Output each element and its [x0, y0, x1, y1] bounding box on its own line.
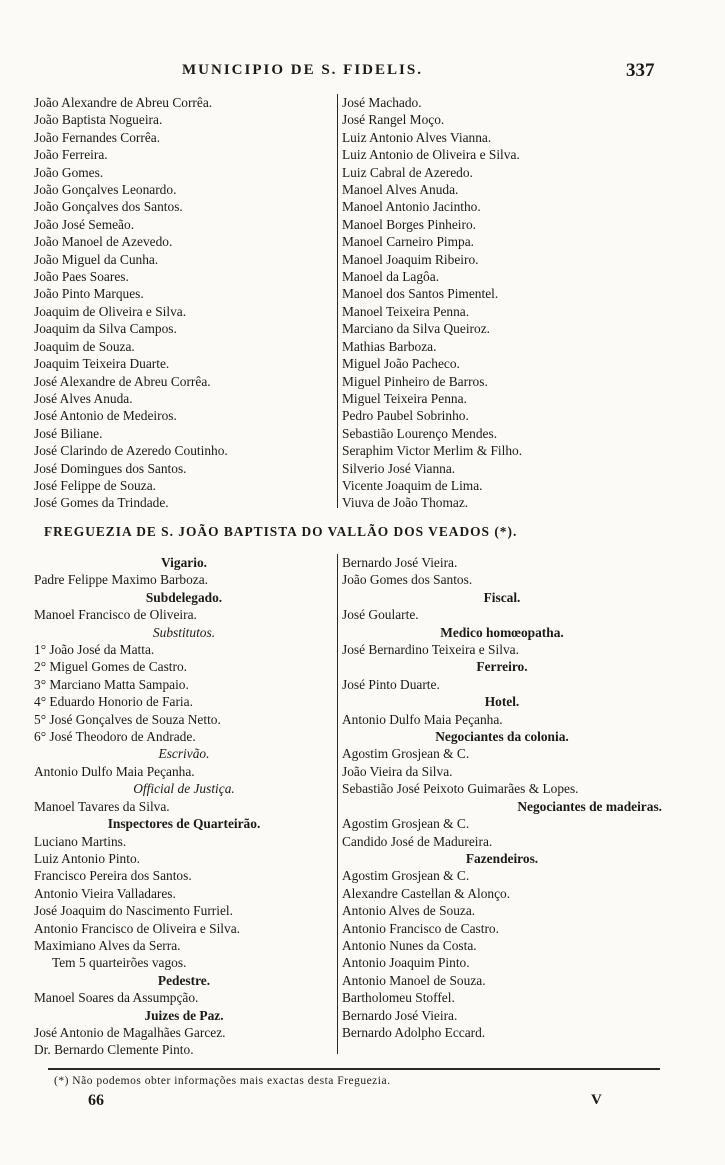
- list-item: Agostim Grosjean & C.: [342, 816, 470, 832]
- list-item: Marciano da Silva Queiroz.: [342, 321, 490, 337]
- section-heading: Pedestre.: [157, 972, 211, 988]
- list-item: Miguel João Pacheco.: [342, 356, 460, 372]
- list-item: João Manoel de Azevedo.: [34, 234, 173, 250]
- footnote: (*) Não podemos obter informações mais exactas desta Freguezia.: [54, 1075, 391, 1087]
- list-item: José Alves Anuda.: [34, 390, 133, 406]
- list-item: Candido José de Madureira.: [342, 833, 493, 849]
- list-item: Mathias Barboza.: [342, 338, 437, 354]
- list-item: Luiz Antonio Alves Vianna.: [342, 129, 492, 145]
- list-item: José Pinto Duarte.: [342, 676, 440, 692]
- list-item: 3° Marciano Matta Sampaio.: [34, 676, 189, 692]
- list-item: Sebastião Lourenço Mendes.: [342, 425, 498, 441]
- list-item: Antonio Nunes da Costa.: [342, 937, 477, 953]
- list-item: 6° José Theodoro de Andrade.: [34, 729, 196, 745]
- list-item: Maximiano Alves da Serra.: [34, 937, 181, 953]
- list-item: José Goularte.: [342, 607, 419, 623]
- list-item: Bernardo José Vieira.: [342, 1007, 458, 1023]
- list-item: João Gonçalves dos Santos.: [34, 199, 183, 215]
- list-item: João Gomes.: [34, 164, 104, 180]
- list-item: Padre Felippe Maximo Barboza.: [34, 572, 209, 588]
- list-item: Silverio José Vianna.: [342, 460, 456, 476]
- list-item: João Gonçalves Leonardo.: [34, 182, 177, 198]
- list-item: Luiz Antonio Pinto.: [34, 850, 141, 866]
- column-divider: [337, 554, 338, 1054]
- list-item: Antonio Francisco de Castro.: [342, 920, 499, 936]
- list-item: Agostim Grosjean & C.: [342, 746, 470, 762]
- list-item: Bernardo Adolpho Eccard.: [342, 1024, 486, 1040]
- list-item: José Biliane.: [34, 425, 103, 441]
- list-item: João Ferreira.: [34, 147, 108, 163]
- list-item: Sebastião José Peixoto Guimarães & Lopes.: [342, 781, 579, 797]
- list-item: Pedro Paubel Sobrinho.: [342, 408, 469, 424]
- list-item: José Machado.: [342, 95, 422, 110]
- list-item: Manoel Teixeira Penna.: [342, 303, 470, 319]
- list-item: Viuva de João Thomaz.: [342, 495, 469, 511]
- list-item: Francisco Pereira dos Santos.: [34, 868, 192, 884]
- list-item: Bartholomeu Stoffel.: [342, 990, 455, 1006]
- section-heading: Hotel.: [484, 694, 520, 710]
- list-item: José Joaquim do Nascimento Furriel.: [34, 903, 233, 919]
- bottom-right-column: [342, 554, 662, 1041]
- list-item: Miguel Teixeira Penna.: [342, 390, 467, 406]
- list-item: Seraphim Victor Merlim & Filho.: [342, 443, 523, 459]
- list-item: Manoel Borges Pinheiro.: [342, 216, 477, 232]
- top-right-column: [342, 94, 662, 512]
- section-heading: Inspectores de Quarteirão.: [107, 816, 261, 832]
- list-item: Antonio Dulfo Maia Peçanha.: [342, 711, 503, 727]
- list-item: Joaquim de Oliveira e Silva.: [34, 303, 187, 319]
- list-item: Antonio Vieira Valladares.: [34, 885, 176, 901]
- list-item: João Alexandre de Abreu Corrêa.: [34, 95, 213, 110]
- column-divider: [337, 94, 338, 508]
- section-heading: Ferreiro.: [476, 659, 528, 675]
- list-item: Agostim Grosjean & C.: [342, 868, 470, 884]
- section-heading: Medico homœopatha.: [440, 624, 564, 640]
- list-item: João Baptista Nogueira.: [34, 112, 163, 128]
- list-item: Antonio Manoel de Souza.: [342, 972, 486, 988]
- bottom-left-column: [34, 554, 334, 1059]
- list-item: José Gomes da Trindade.: [34, 495, 169, 511]
- top-left-column: [34, 94, 334, 512]
- list-item: Vicente Joaquim de Lima.: [342, 477, 483, 493]
- list-item: João Gomes dos Santos.: [342, 572, 473, 588]
- list-item: 1° João José da Matta.: [34, 642, 155, 658]
- section-title: FREGUEZIA DE S. JOÃO BAPTISTA DO VALLÃO DOS VEADOS (*).: [44, 524, 518, 539]
- list-item: José Clarindo de Azeredo Coutinho.: [34, 443, 228, 459]
- section-heading: Escrivão.: [158, 746, 210, 762]
- list-item: Luiz Cabral de Azeredo.: [342, 164, 473, 180]
- list-item: 4° Eduardo Honorio de Faria.: [34, 694, 193, 710]
- list-item: José Felippe de Souza.: [34, 477, 156, 493]
- section-heading: Juizes de Paz.: [144, 1007, 224, 1023]
- list-item: Joaquim Teixeira Duarte.: [34, 356, 170, 372]
- list-item: Joaquim de Souza.: [34, 338, 135, 354]
- list-item: Antonio Alves de Souza.: [342, 903, 476, 919]
- list-item: Manoel Carneiro Pimpa.: [342, 234, 475, 250]
- signature-mark-left: 66: [88, 1092, 104, 1109]
- list-item: Miguel Pinheiro de Barros.: [342, 373, 488, 389]
- footer-rule: [48, 1068, 660, 1070]
- section-heading: Fazendeiros.: [465, 850, 539, 866]
- list-item: Dr. Bernardo Clemente Pinto.: [34, 1042, 194, 1058]
- list-item: José Rangel Moço.: [342, 112, 445, 128]
- section-heading: Negociantes de madeiras.: [517, 798, 662, 814]
- list-item: Luciano Martins.: [34, 833, 127, 849]
- list-item: José Bernardino Teixeira e Silva.: [342, 642, 519, 658]
- list-item: Antonio Joaquim Pinto.: [342, 955, 470, 971]
- list-item: João Miguel da Cunha.: [34, 251, 159, 267]
- list-item: José Antonio de Magalhães Garcez.: [34, 1024, 226, 1040]
- list-item: Manoel da Lagôa.: [342, 269, 440, 285]
- signature-mark-right: V: [591, 1092, 602, 1108]
- section-heading: Subdelegado.: [145, 589, 223, 605]
- section-heading: Official de Justiça.: [133, 781, 235, 797]
- list-item: João Fernandes Corrêa.: [34, 129, 161, 145]
- list-item: Manoel Tavares da Silva.: [34, 798, 170, 814]
- list-item: José Alexandre de Abreu Corrêa.: [34, 373, 211, 389]
- list-item: Joaquim da Silva Campos.: [34, 321, 177, 337]
- list-item: Bernardo José Vieira.: [342, 555, 458, 570]
- list-item: 5° José Gonçalves de Souza Netto.: [34, 711, 221, 727]
- list-item: Manoel Soares da Assumpção.: [34, 990, 199, 1006]
- list-item: Manoel Joaquim Ribeiro.: [342, 251, 479, 267]
- list-item: Antonio Dulfo Maia Peçanha.: [34, 763, 195, 779]
- list-item: Manoel Alves Anuda.: [342, 182, 459, 198]
- section-heading: Fiscal.: [483, 589, 521, 605]
- list-item: Manoel Antonio Jacintho.: [342, 199, 481, 215]
- list-item: João José Semeão.: [34, 216, 135, 232]
- list-item: 2° Miguel Gomes de Castro.: [34, 659, 188, 675]
- page-number: 337: [626, 60, 655, 81]
- list-item: Luiz Antonio de Oliveira e Silva.: [342, 147, 520, 163]
- list-item: Manoel Francisco de Oliveira.: [34, 607, 197, 623]
- list-item: Tem 5 quarteirões vagos.: [52, 955, 187, 971]
- section-heading: Substitutos.: [152, 624, 216, 640]
- page-title: MUNICIPIO DE S. FIDELIS.: [182, 62, 423, 78]
- list-item: Antonio Francisco de Oliveira e Silva.: [34, 920, 241, 936]
- page-header: [0, 62, 725, 86]
- list-item: Manoel dos Santos Pimentel.: [342, 286, 499, 302]
- list-item: João Paes Soares.: [34, 269, 129, 285]
- list-item: João Vieira da Silva.: [342, 763, 453, 779]
- section-heading: Negociantes da colonia.: [435, 729, 569, 745]
- list-item: José Domingues dos Santos.: [34, 460, 187, 476]
- list-item: José Antonio de Medeiros.: [34, 408, 177, 424]
- list-item: João Pinto Marques.: [34, 286, 144, 302]
- list-item: Alexandre Castellan & Alonço.: [342, 885, 511, 901]
- section-heading: Vigario.: [161, 555, 207, 570]
